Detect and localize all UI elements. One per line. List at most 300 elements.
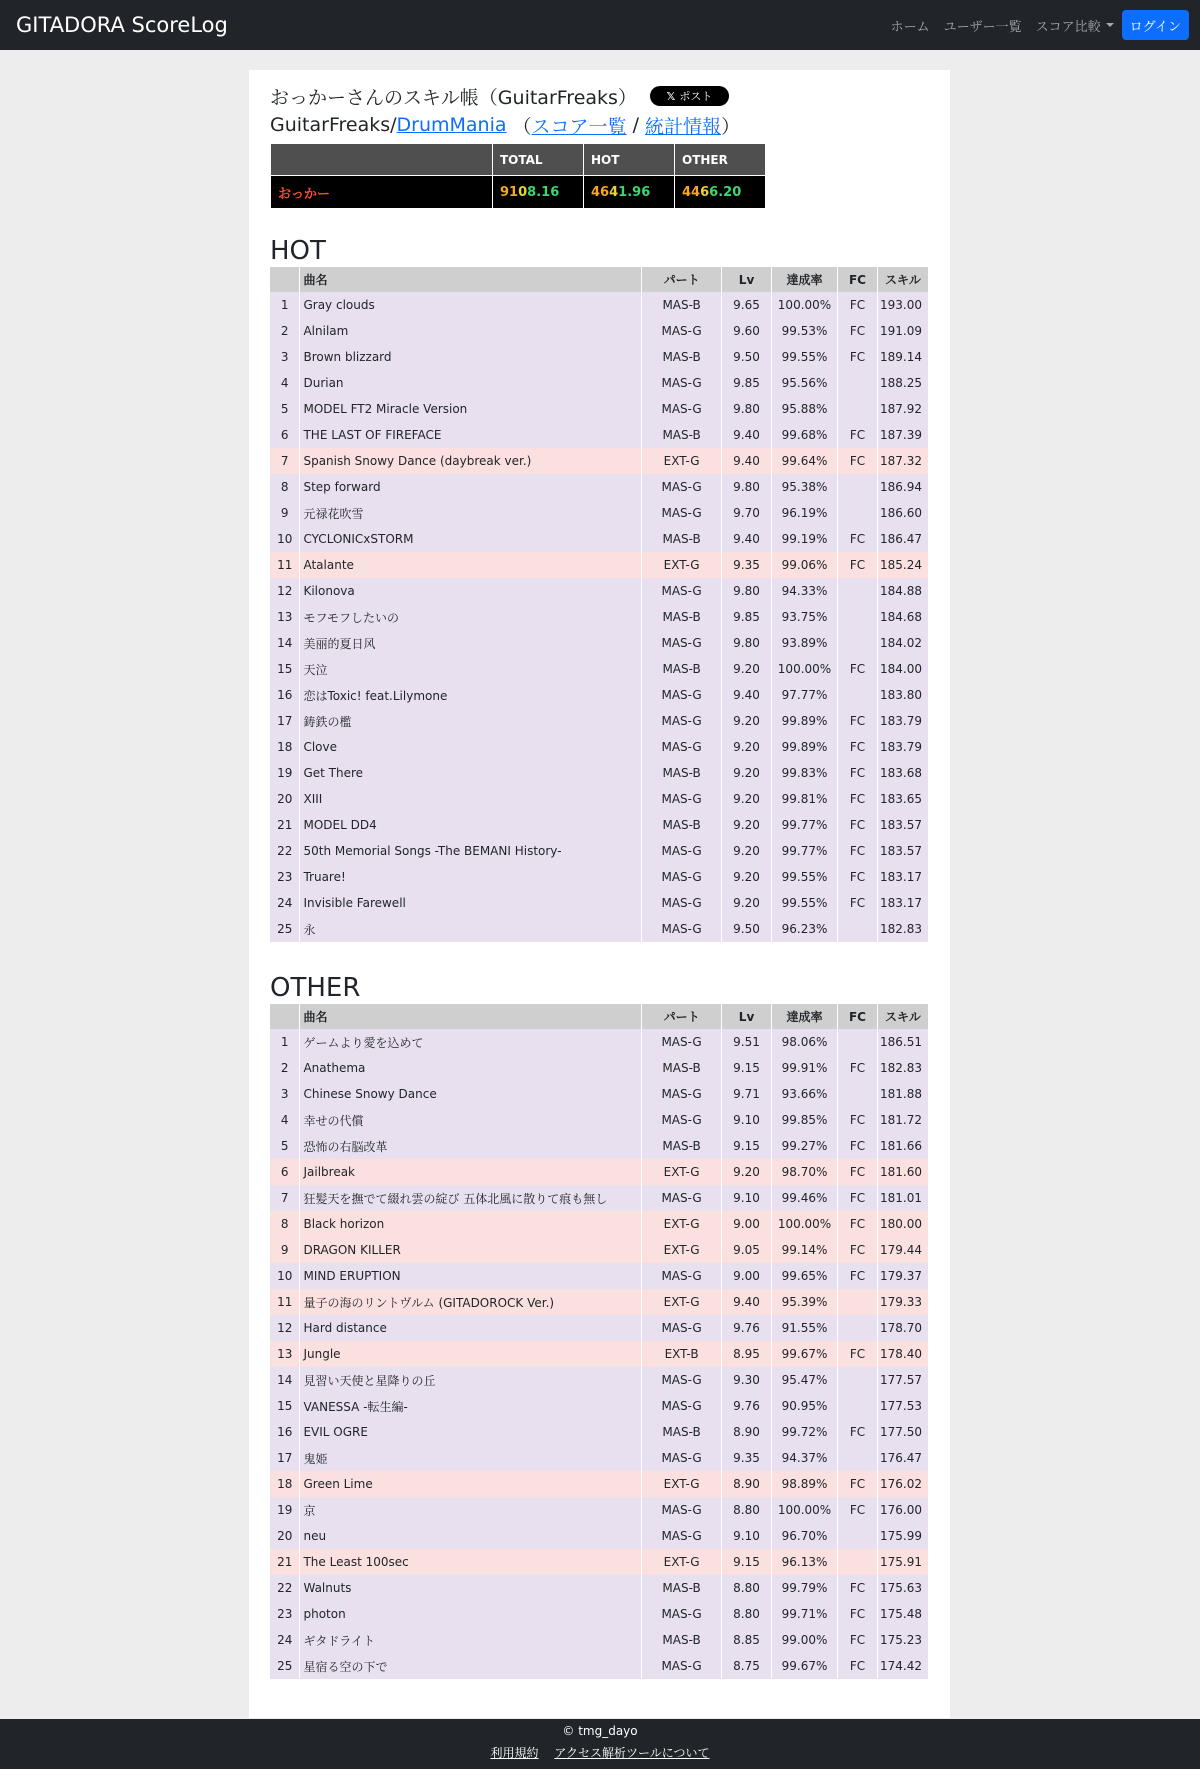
skill-summary-table xyxy=(270,143,766,209)
cell-lv: 9.15 xyxy=(722,1133,772,1159)
cell-part: MAS-G xyxy=(642,708,722,734)
other-skill-value: 4466.20 xyxy=(682,184,742,200)
cell-lv: 9.35 xyxy=(722,1445,772,1471)
cell-lv: 9.40 xyxy=(722,422,772,448)
col-lv: Lv xyxy=(722,267,772,292)
cell-skill: 189.14 xyxy=(877,344,928,370)
cell-skill: 185.24 xyxy=(877,552,928,578)
cell-rank: 17 xyxy=(270,1445,300,1471)
caret-down-icon xyxy=(1106,23,1114,27)
cell-part: MAS-G xyxy=(642,318,722,344)
cell-title: The Least 100sec xyxy=(300,1549,642,1575)
cell-lv: 9.71 xyxy=(722,1081,772,1107)
cell-title: 狂髪天を撫でて綴れ雲の綻び 五体北風に散りて痕も無し xyxy=(300,1185,642,1211)
brand-link[interactable]: GITADORA ScoreLog xyxy=(16,13,228,37)
drummania-link[interactable]: DrumMania xyxy=(396,114,507,136)
cell-part: MAS-B xyxy=(642,656,722,682)
cell-rate: 99.77% xyxy=(772,812,838,838)
cell-skill: 181.66 xyxy=(877,1133,928,1159)
cell-lv: 8.80 xyxy=(722,1575,772,1601)
cell-title: 美丽的夏日风 xyxy=(300,630,642,656)
cell-rank: 24 xyxy=(270,890,300,916)
cell-title: Step forward xyxy=(300,474,642,500)
summary-header-row xyxy=(271,144,766,176)
cell-lv: 9.70 xyxy=(722,500,772,526)
cell-title: VANESSA -転生編- xyxy=(300,1393,642,1419)
paren-close: ） xyxy=(721,115,741,138)
other-skill xyxy=(675,176,766,209)
cell-title: 50th Memorial Songs -The BEMANI History- xyxy=(300,838,642,864)
cell-part: MAS-G xyxy=(642,864,722,890)
cell-skill: 191.09 xyxy=(877,318,928,344)
cell-skill: 179.44 xyxy=(877,1237,928,1263)
cell-title: Kilonova xyxy=(300,578,642,604)
cell-lv: 9.05 xyxy=(722,1237,772,1263)
cell-lv: 9.76 xyxy=(722,1393,772,1419)
summary-header-hot: HOT xyxy=(584,144,675,176)
cell-title: neu xyxy=(300,1523,642,1549)
cell-fc: FC xyxy=(838,1159,878,1185)
cell-rate: 96.19% xyxy=(772,500,838,526)
cell-fc: FC xyxy=(837,448,877,474)
cell-rate: 99.00% xyxy=(772,1627,838,1653)
cell-skill: 174.42 xyxy=(877,1653,928,1679)
cell-title: 星宿る空の下で xyxy=(300,1653,642,1679)
cell-rank: 25 xyxy=(270,916,300,942)
nav-compare-dropdown[interactable] xyxy=(1036,16,1114,35)
cell-rank: 23 xyxy=(270,1601,300,1627)
footer-links xyxy=(0,1744,1200,1761)
cell-rank: 4 xyxy=(270,370,300,396)
cell-lv: 9.20 xyxy=(722,760,772,786)
cell-lv: 9.40 xyxy=(722,682,772,708)
other-table xyxy=(270,1004,929,1679)
cell-part: MAS-G xyxy=(642,1107,722,1133)
cell-skill: 183.80 xyxy=(877,682,928,708)
game-switch-row xyxy=(270,110,930,140)
cell-rank: 17 xyxy=(270,708,300,734)
cell-fc: FC xyxy=(838,1055,878,1081)
slash-separator: / xyxy=(626,114,646,136)
cell-lv: 8.90 xyxy=(722,1419,772,1445)
cell-fc xyxy=(837,396,877,422)
cell-rank: 2 xyxy=(270,318,300,344)
cell-fc: FC xyxy=(838,1107,878,1133)
table-row xyxy=(270,1393,929,1419)
cell-fc: FC xyxy=(838,1653,878,1679)
cell-lv: 8.90 xyxy=(722,1471,772,1497)
cell-part: MAS-G xyxy=(642,838,722,864)
cell-rate: 100.00% xyxy=(772,1497,838,1523)
cell-skill: 178.70 xyxy=(877,1315,928,1341)
cell-skill: 175.91 xyxy=(877,1549,928,1575)
summary-header-other: OTHER xyxy=(675,144,766,176)
analytics-link[interactable]: アクセス解析ツールについて xyxy=(554,1746,710,1760)
cell-part: MAS-G xyxy=(642,1367,722,1393)
cell-rate: 99.67% xyxy=(772,1341,838,1367)
cell-part: MAS-G xyxy=(642,1263,722,1289)
cell-title: Spanish Snowy Dance (daybreak ver.) xyxy=(300,448,642,474)
cell-part: MAS-G xyxy=(642,370,722,396)
col-part: パート xyxy=(642,1004,722,1029)
col-rate: 達成率 xyxy=(772,1004,838,1029)
cell-skill: 175.63 xyxy=(877,1575,928,1601)
cell-part: MAS-G xyxy=(642,500,722,526)
cell-part: MAS-B xyxy=(642,344,722,370)
cell-rate: 99.65% xyxy=(772,1263,838,1289)
cell-title: モフモフしたいの xyxy=(300,604,642,630)
cell-fc xyxy=(837,604,877,630)
cell-title: Hard distance xyxy=(300,1315,642,1341)
cell-part: EXT-G xyxy=(642,1289,722,1315)
cell-title: Alnilam xyxy=(300,318,642,344)
cell-rank: 6 xyxy=(270,422,300,448)
cell-title: Anathema xyxy=(300,1055,642,1081)
table-row xyxy=(270,1445,929,1471)
table-row xyxy=(270,396,929,422)
cell-title: Jungle xyxy=(300,1341,642,1367)
cell-rate: 98.89% xyxy=(772,1471,838,1497)
cell-part: MAS-B xyxy=(642,292,722,318)
table-row xyxy=(270,1419,929,1445)
cell-rate: 95.56% xyxy=(772,370,838,396)
col-rate: 達成率 xyxy=(772,267,838,292)
cell-part: MAS-G xyxy=(642,396,722,422)
cell-fc xyxy=(838,1523,878,1549)
table-row xyxy=(270,1029,929,1055)
col-title: 曲名 xyxy=(300,267,642,292)
table-row xyxy=(270,890,929,916)
cell-rate: 99.67% xyxy=(772,1653,838,1679)
cell-fc: FC xyxy=(837,838,877,864)
cell-skill: 183.17 xyxy=(877,864,928,890)
cell-part: EXT-G xyxy=(642,552,722,578)
table-row xyxy=(270,760,929,786)
table-row xyxy=(270,1107,929,1133)
cell-part: MAS-G xyxy=(642,1081,722,1107)
cell-rank: 5 xyxy=(270,1133,300,1159)
table-row xyxy=(270,916,929,942)
cell-rate: 93.66% xyxy=(772,1081,838,1107)
cell-fc xyxy=(837,630,877,656)
cell-part: MAS-B xyxy=(642,422,722,448)
cell-fc: FC xyxy=(838,1497,878,1523)
cell-title: Jailbreak xyxy=(300,1159,642,1185)
cell-lv: 9.65 xyxy=(722,292,772,318)
cell-fc: FC xyxy=(837,422,877,448)
cell-rank: 20 xyxy=(270,1523,300,1549)
cell-part: EXT-G xyxy=(642,1237,722,1263)
cell-part: MAS-G xyxy=(642,1497,722,1523)
cell-rank: 13 xyxy=(270,604,300,630)
x-post-button[interactable] xyxy=(650,86,729,106)
cell-part: MAS-G xyxy=(642,890,722,916)
table-row xyxy=(270,1237,929,1263)
cell-rank: 4 xyxy=(270,1107,300,1133)
cell-title: 鋳鉄の檻 xyxy=(300,708,642,734)
cell-fc xyxy=(838,1445,878,1471)
cell-lv: 9.40 xyxy=(722,526,772,552)
cell-skill: 181.60 xyxy=(877,1159,928,1185)
cell-title: Gray clouds xyxy=(300,292,642,318)
cell-rate: 99.19% xyxy=(772,526,838,552)
terms-link[interactable]: 利用規約 xyxy=(490,1746,539,1760)
col-title: 曲名 xyxy=(300,1004,642,1029)
cell-title: CYCLONICxSTORM xyxy=(300,526,642,552)
cell-skill: 175.48 xyxy=(877,1601,928,1627)
cell-skill: 181.72 xyxy=(877,1107,928,1133)
cell-rank: 14 xyxy=(270,630,300,656)
cell-lv: 9.30 xyxy=(722,1367,772,1393)
table-row xyxy=(270,448,929,474)
cell-part: EXT-B xyxy=(642,1341,722,1367)
cell-fc: FC xyxy=(838,1575,878,1601)
cell-skill: 186.60 xyxy=(877,500,928,526)
cell-rate: 99.85% xyxy=(772,1107,838,1133)
cell-lv: 9.80 xyxy=(722,396,772,422)
cell-fc: FC xyxy=(837,890,877,916)
cell-rank: 10 xyxy=(270,1263,300,1289)
cell-rate: 99.64% xyxy=(772,448,838,474)
cell-skill: 182.83 xyxy=(877,1055,928,1081)
nav-users[interactable]: ユーザー一覧 xyxy=(943,19,1022,35)
cell-skill: 184.00 xyxy=(877,656,928,682)
cell-rate: 90.95% xyxy=(772,1393,838,1419)
col-skill: スキル xyxy=(877,1004,928,1029)
table-row xyxy=(270,1653,929,1679)
cell-rate: 98.06% xyxy=(772,1029,838,1055)
cell-rank: 3 xyxy=(270,1081,300,1107)
col-lv: Lv xyxy=(722,1004,772,1029)
cell-skill: 181.01 xyxy=(877,1185,928,1211)
cell-part: MAS-G xyxy=(642,1601,722,1627)
cell-rate: 99.53% xyxy=(772,318,838,344)
cell-rank: 10 xyxy=(270,526,300,552)
cell-skill: 182.83 xyxy=(877,916,928,942)
cell-rank: 8 xyxy=(270,1211,300,1237)
stats-link[interactable]: 統計情報 xyxy=(645,115,722,138)
cell-title: 京 xyxy=(300,1497,642,1523)
cell-part: MAS-B xyxy=(642,1575,722,1601)
cell-lv: 9.60 xyxy=(722,318,772,344)
cell-rank: 20 xyxy=(270,786,300,812)
cell-part: MAS-B xyxy=(642,760,722,786)
cell-rank: 9 xyxy=(270,1237,300,1263)
cell-rank: 12 xyxy=(270,578,300,604)
cell-part: MAS-G xyxy=(642,916,722,942)
table-row xyxy=(270,838,929,864)
table-row xyxy=(270,552,929,578)
table-row xyxy=(270,344,929,370)
login-button[interactable]: ログイン xyxy=(1122,10,1189,40)
cell-lv: 9.40 xyxy=(722,448,772,474)
cell-title: MODEL DD4 xyxy=(300,812,642,838)
cell-fc: FC xyxy=(838,1263,878,1289)
cell-skill: 186.51 xyxy=(877,1029,928,1055)
cell-skill: 187.32 xyxy=(877,448,928,474)
cell-rank: 12 xyxy=(270,1315,300,1341)
other-table-body xyxy=(270,1029,929,1679)
cell-fc: FC xyxy=(837,656,877,682)
cell-skill: 176.00 xyxy=(877,1497,928,1523)
cell-rank: 15 xyxy=(270,656,300,682)
cell-fc xyxy=(837,682,877,708)
table-row xyxy=(270,786,929,812)
cell-lv: 9.20 xyxy=(722,708,772,734)
table-row xyxy=(270,578,929,604)
nav-home[interactable]: ホーム xyxy=(890,19,930,35)
cell-rank: 21 xyxy=(270,812,300,838)
cell-fc xyxy=(838,1393,878,1419)
cell-title: THE LAST OF FIREFACE xyxy=(300,422,642,448)
cell-rank: 11 xyxy=(270,552,300,578)
cell-rank: 25 xyxy=(270,1653,300,1679)
col-part: パート xyxy=(642,267,722,292)
cell-rate: 99.55% xyxy=(772,864,838,890)
cell-rate: 95.88% xyxy=(772,396,838,422)
cell-title: 幸せの代償 xyxy=(300,1107,642,1133)
score-list-link[interactable]: スコア一覧 xyxy=(531,115,627,138)
cell-part: MAS-G xyxy=(642,1185,722,1211)
cell-rank: 22 xyxy=(270,1575,300,1601)
cell-skill: 176.47 xyxy=(877,1445,928,1471)
guitarfreaks-label: GuitarFreaks/ xyxy=(270,114,397,136)
cell-lv: 9.85 xyxy=(722,370,772,396)
table-row xyxy=(270,370,929,396)
nav-menu xyxy=(891,10,1189,40)
cell-skill: 177.50 xyxy=(877,1419,928,1445)
cell-rank: 18 xyxy=(270,1471,300,1497)
table-row xyxy=(270,1549,929,1575)
cell-rank: 19 xyxy=(270,760,300,786)
cell-fc xyxy=(838,1549,878,1575)
cell-lv: 9.85 xyxy=(722,604,772,630)
cell-fc: FC xyxy=(837,760,877,786)
cell-lv: 9.80 xyxy=(722,474,772,500)
cell-skill: 183.79 xyxy=(877,734,928,760)
cell-title: Black horizon xyxy=(300,1211,642,1237)
cell-rate: 99.06% xyxy=(772,552,838,578)
cell-rate: 99.91% xyxy=(772,1055,838,1081)
cell-rate: 95.38% xyxy=(772,474,838,500)
table-row xyxy=(270,1081,929,1107)
cell-skill: 186.47 xyxy=(877,526,928,552)
cell-skill: 184.68 xyxy=(877,604,928,630)
cell-fc xyxy=(838,1367,878,1393)
cell-lv: 9.10 xyxy=(722,1185,772,1211)
cell-rank: 16 xyxy=(270,682,300,708)
table-row xyxy=(270,1159,929,1185)
cell-lv: 9.76 xyxy=(722,1315,772,1341)
cell-rate: 93.89% xyxy=(772,630,838,656)
cell-title: DRAGON KILLER xyxy=(300,1237,642,1263)
cell-fc: FC xyxy=(837,292,877,318)
table-row xyxy=(270,474,929,500)
cell-lv: 9.20 xyxy=(722,786,772,812)
cell-rate: 99.55% xyxy=(772,890,838,916)
hot-heading: HOT xyxy=(270,236,326,266)
cell-fc xyxy=(838,1029,878,1055)
cell-fc: FC xyxy=(838,1627,878,1653)
cell-rate: 99.68% xyxy=(772,422,838,448)
cell-rate: 96.23% xyxy=(772,916,838,942)
cell-rate: 99.27% xyxy=(772,1133,838,1159)
cell-part: MAS-G xyxy=(642,474,722,500)
cell-lv: 8.95 xyxy=(722,1341,772,1367)
cell-skill: 176.02 xyxy=(877,1471,928,1497)
cell-title: Green Lime xyxy=(300,1471,642,1497)
cell-fc: FC xyxy=(838,1237,878,1263)
cell-part: MAS-G xyxy=(642,1029,722,1055)
cell-part: MAS-B xyxy=(642,604,722,630)
cell-lv: 9.50 xyxy=(722,344,772,370)
cell-rate: 97.77% xyxy=(772,682,838,708)
cell-rank: 6 xyxy=(270,1159,300,1185)
cell-part: MAS-G xyxy=(642,1653,722,1679)
cell-rank: 1 xyxy=(270,1029,300,1055)
cell-lv: 8.80 xyxy=(722,1497,772,1523)
cell-skill: 184.88 xyxy=(877,578,928,604)
table-row xyxy=(270,1263,929,1289)
cell-rank: 22 xyxy=(270,838,300,864)
cell-rank: 7 xyxy=(270,448,300,474)
summary-header-total: TOTAL xyxy=(493,144,584,176)
cell-rank: 13 xyxy=(270,1341,300,1367)
cell-lv: 9.20 xyxy=(722,1159,772,1185)
summary-row xyxy=(271,176,766,209)
cell-title: XIII xyxy=(300,786,642,812)
cell-skill: 193.00 xyxy=(877,292,928,318)
cell-part: MAS-G xyxy=(642,1523,722,1549)
cell-fc: FC xyxy=(837,786,877,812)
cell-part: MAS-G xyxy=(642,1315,722,1341)
cell-skill: 183.57 xyxy=(877,812,928,838)
cell-title: Durian xyxy=(300,370,642,396)
cell-fc: FC xyxy=(838,1419,878,1445)
cell-rate: 99.14% xyxy=(772,1237,838,1263)
table-row xyxy=(270,812,929,838)
cell-part: MAS-G xyxy=(642,1393,722,1419)
total-skill xyxy=(493,176,584,209)
table-row xyxy=(270,604,929,630)
table-row xyxy=(270,1523,929,1549)
cell-fc: FC xyxy=(838,1341,878,1367)
title-row xyxy=(270,82,930,110)
table-row xyxy=(270,1185,929,1211)
cell-lv: 9.80 xyxy=(722,630,772,656)
cell-lv: 9.10 xyxy=(722,1107,772,1133)
cell-title: 恐怖の右脳改革 xyxy=(300,1133,642,1159)
cell-skill: 183.17 xyxy=(877,890,928,916)
table-row xyxy=(270,526,929,552)
hot-table-body xyxy=(270,292,929,942)
cell-fc: FC xyxy=(837,734,877,760)
cell-lv: 9.15 xyxy=(722,1055,772,1081)
cell-rate: 99.77% xyxy=(772,838,838,864)
cell-rank: 15 xyxy=(270,1393,300,1419)
cell-title: Walnuts xyxy=(300,1575,642,1601)
cell-title: 永 xyxy=(300,916,642,942)
col-fc: FC xyxy=(837,267,877,292)
cell-part: EXT-G xyxy=(642,1549,722,1575)
hot-table xyxy=(270,267,929,942)
cell-rank: 8 xyxy=(270,474,300,500)
other-heading: OTHER xyxy=(270,973,361,1003)
cell-part: MAS-B xyxy=(642,1627,722,1653)
cell-lv: 9.20 xyxy=(722,734,772,760)
cell-rank: 3 xyxy=(270,344,300,370)
table-row xyxy=(270,1289,929,1315)
